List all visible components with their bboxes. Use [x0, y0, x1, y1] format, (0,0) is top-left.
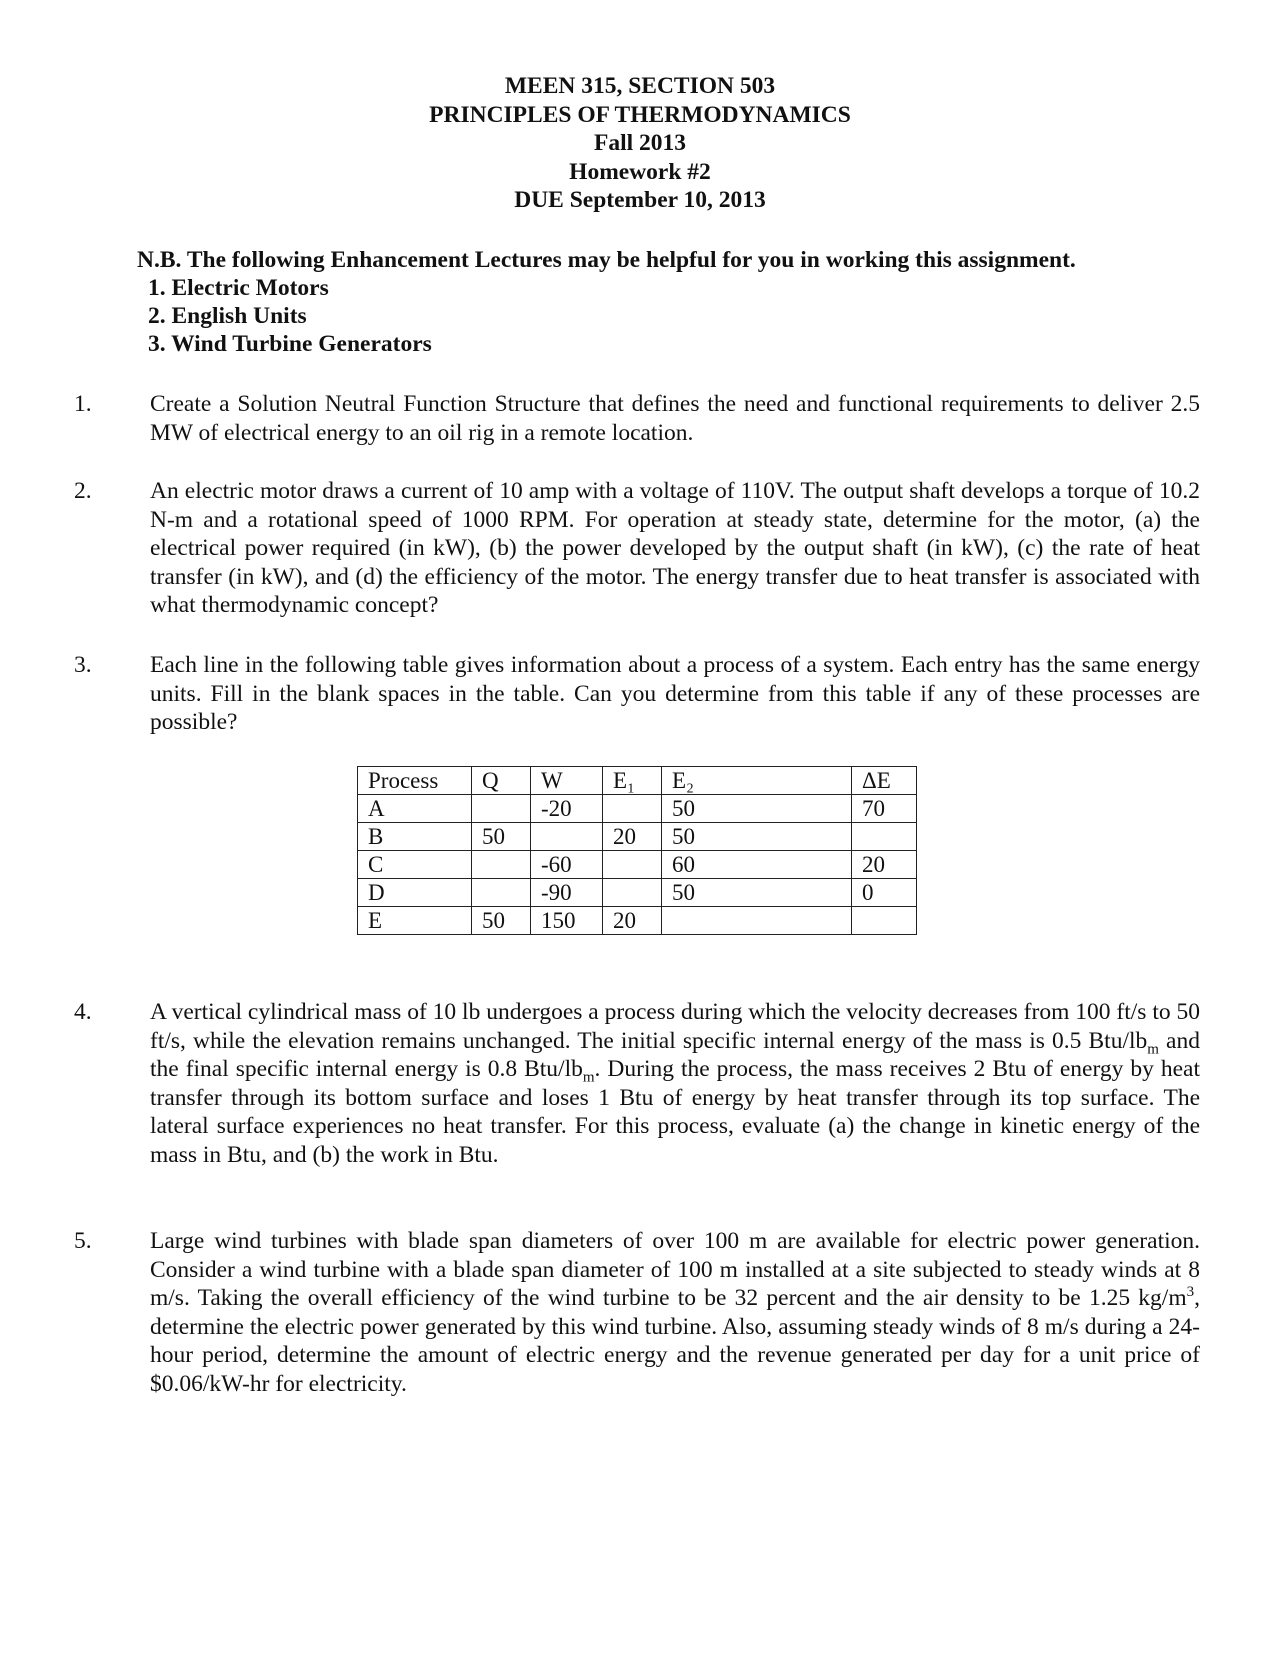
course-line: MEEN 315, SECTION 503	[504, 73, 776, 99]
table-cell	[531, 823, 603, 851]
table-cell	[603, 795, 662, 823]
table-cell	[603, 879, 662, 907]
question-4	[74, 998, 1200, 1170]
text-part: A vertical cylindrical mass of 10 lb undergoes a process during which the velocity decreases from 100 ft/s to 50 ft/s, while the elevation remains unchanged. The initial specific internal energy of the mass is 0.5 Btu/lb	[150, 999, 1200, 1054]
question-number: 3.	[74, 652, 92, 678]
table-cell: 150	[531, 907, 603, 935]
subscript-m: m	[1147, 1041, 1159, 1058]
question-1	[74, 390, 1200, 447]
table-cell: 50	[472, 823, 531, 851]
table-cell: -90	[531, 879, 603, 907]
header-delta-e: ΔE	[852, 767, 917, 795]
question-text: Create a Solution Neutral Function Structure that defines the need and functional requirements to deliver 2.5 MW of electrical energy to an oil rig in a remote location.	[150, 391, 1200, 446]
table-cell	[472, 795, 531, 823]
table-cell: 70	[852, 795, 917, 823]
question-text: Each line in the following table gives information about a process of a system. Each entry has the same energy units. Fill in the blank spaces in the table. Can you determine from this table if any of these processes are possible?	[150, 652, 1200, 736]
question-3	[74, 651, 1200, 737]
table-cell: D	[358, 879, 472, 907]
document-header	[0, 72, 1280, 215]
course-title: PRINCIPLES OF THERMODYNAMICS	[429, 101, 851, 128]
table-row	[358, 851, 917, 879]
question-number: 1.	[74, 391, 92, 417]
table-cell: E	[358, 907, 472, 935]
table-cell: 20	[852, 851, 917, 879]
table-header-row	[358, 767, 917, 795]
text-part: . During the process, the mass receives 2 Btu of energy by heat transfer through its bottom surface and loses 1 Btu of energy by heat transfer through its top surface. The lateral surface experiences no heat transfer. For this process, evaluate (a) the change in kinetic energy of the mass in Btu, and (b) the work in Btu.	[150, 1056, 1200, 1168]
nb-intro: N.B. The following Enhancement Lectures may be helpful for you in working this assignment.	[137, 247, 1076, 273]
lecture-item: 2. English Units	[148, 303, 307, 329]
term: Fall 2013	[593, 130, 687, 156]
lecture-item: 1. Electric Motors	[148, 275, 329, 301]
header-process: Process	[358, 767, 472, 795]
table-cell	[852, 907, 917, 935]
question-5	[74, 1227, 1200, 1399]
table-cell	[852, 823, 917, 851]
table-cell	[472, 879, 531, 907]
nb-note	[137, 246, 1076, 358]
table-row	[358, 823, 917, 851]
table-cell: B	[358, 823, 472, 851]
question-text	[150, 1227, 1200, 1399]
table-cell: 50	[662, 879, 852, 907]
table-row	[358, 879, 917, 907]
question-text	[150, 998, 1200, 1170]
table-row	[358, 907, 917, 935]
text-part: , determine the electric power generated by this wind turbine. Also, assuming steady winds of 8 m/s during a 24-hour period, determine the amount of electric energy and the revenue generated per day for a unit price of $0.06/kW-hr for electricity.	[150, 1285, 1200, 1397]
header-e1: E₁	[603, 767, 662, 795]
table-cell: 20	[603, 823, 662, 851]
process-table	[357, 766, 917, 935]
assignment-title: Homework #2	[569, 158, 711, 185]
table-cell: -60	[531, 851, 603, 879]
question-number: 5.	[74, 1228, 92, 1254]
question-number: 4.	[74, 999, 92, 1025]
table-cell: C	[358, 851, 472, 879]
table-cell: 50	[472, 907, 531, 935]
table-row	[358, 795, 917, 823]
subscript-m: m	[582, 1069, 595, 1086]
superscript-3: 3	[1186, 1284, 1195, 1301]
table-cell	[662, 907, 852, 935]
lecture-item: 3. Wind Turbine Generators	[148, 331, 432, 357]
question-2	[74, 477, 1200, 620]
due-date: DUE September 10, 2013	[514, 187, 766, 213]
lecture-list	[137, 274, 1076, 358]
question-text: An electric motor draws a current of 10 amp with a voltage of 110V. The output shaft develops a torque of 10.2 N-m and a rotational speed of 1000 RPM. For operation at steady state, determine for the motor, (a) the electrical power required (in kW), (b) the power developed by the output shaft (in kW), (c) the rate of heat transfer (in kW), and (d) the efficiency of the motor. The energy transfer due to heat transfer is associated with what thermodynamic concept?	[150, 478, 1200, 619]
table-cell: 50	[662, 823, 852, 851]
text-part: and the final specific internal energy is 0.8 Btu/lb	[150, 1027, 1200, 1083]
table-cell	[603, 851, 662, 879]
header-q: Q	[472, 767, 531, 795]
question-number: 2.	[74, 478, 92, 504]
table-cell: 20	[603, 907, 662, 935]
header-e2: E₂	[662, 767, 852, 795]
table-cell: -20	[531, 795, 603, 823]
text-part: Large wind turbines with blade span diameters of over 100 m are available for electric power generation. Consider a wind turbine with a blade span diameter of 100 m installed at a site subjected to steady winds at 8 m/s. Taking the overall efficiency of the wind turbine to be 32 percent and the air density to be 1.25 kg/m	[150, 1228, 1200, 1312]
table-cell: A	[358, 795, 472, 823]
table-cell: 50	[662, 795, 852, 823]
table-cell	[472, 851, 531, 879]
header-w: W	[531, 767, 603, 795]
table-cell: 0	[852, 879, 917, 907]
table-cell: 60	[662, 851, 852, 879]
